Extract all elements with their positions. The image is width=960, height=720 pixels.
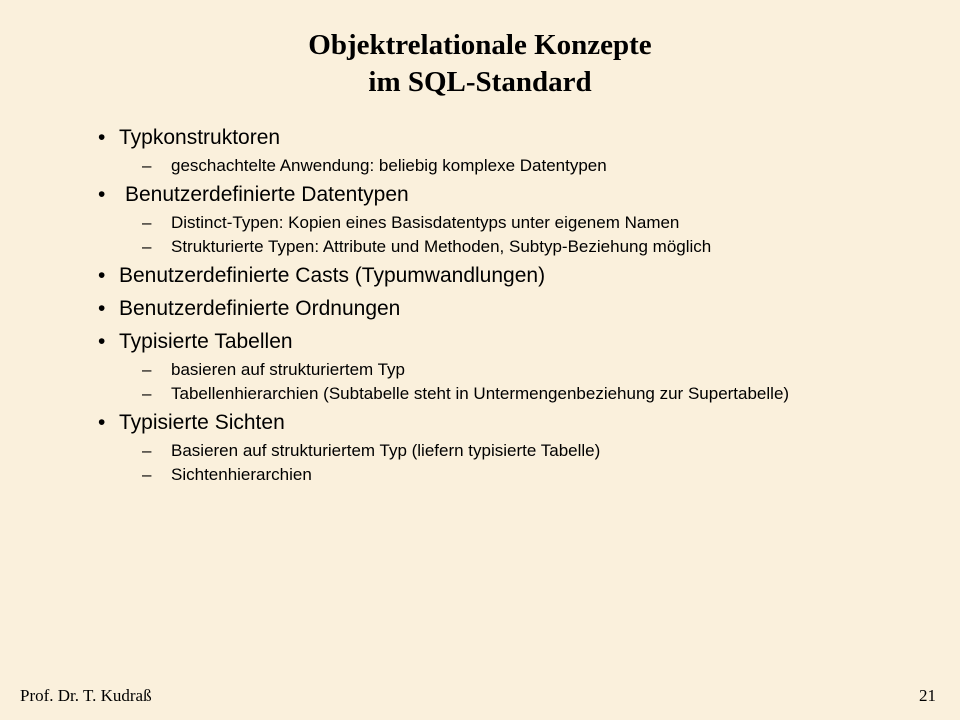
bullet-dot: • bbox=[98, 126, 106, 149]
bullet-item bbox=[96, 328, 896, 355]
sub-dash: – bbox=[142, 441, 152, 460]
bullet-dot: • bbox=[98, 264, 106, 287]
sub-dash: – bbox=[142, 156, 152, 175]
bullet-text: Typisierte Sichten bbox=[119, 411, 285, 434]
bullet-dot: • bbox=[98, 411, 106, 434]
bullet-text: Typisierte Tabellen bbox=[119, 330, 293, 353]
sub-item bbox=[96, 213, 896, 232]
sub-item bbox=[96, 465, 896, 484]
sub-text: Distinct-Typen: Kopien eines Basisdatentyps unter eigenem Namen bbox=[171, 213, 680, 232]
sub-dash: – bbox=[142, 384, 152, 403]
footer-author: Prof. Dr. T. Kudraß bbox=[20, 686, 152, 705]
sub-item bbox=[96, 384, 896, 403]
sub-text: Tabellenhierarchien (Subtabelle steht in Untermengenbeziehung zur Supertabelle) bbox=[171, 384, 790, 403]
bullet-item bbox=[96, 409, 896, 436]
sub-text: Sichtenhierarchien bbox=[171, 465, 312, 484]
sub-dash: – bbox=[142, 465, 152, 484]
sub-item bbox=[96, 360, 896, 379]
sub-item bbox=[96, 156, 896, 175]
sub-text: Strukturierte Typen: Attribute und Methoden, Subtyp-Beziehung möglich bbox=[171, 237, 712, 256]
bullet-list bbox=[96, 118, 896, 486]
sub-text: basieren auf strukturiertem Typ bbox=[171, 360, 406, 379]
sub-item bbox=[96, 237, 896, 256]
bullet-item bbox=[96, 181, 896, 208]
title-line-1: Objektrelationale Konzepte bbox=[308, 29, 652, 61]
bullet-dot: • bbox=[98, 183, 106, 206]
bullet-dot: • bbox=[98, 330, 106, 353]
bullet-text: Benutzerdefinierte Casts (Typumwandlungen) bbox=[119, 264, 546, 287]
sub-dash: – bbox=[142, 360, 152, 379]
bullet-item bbox=[96, 262, 896, 289]
bullet-item bbox=[96, 124, 896, 151]
sub-dash: – bbox=[142, 237, 152, 256]
footer-page-number: 21 bbox=[919, 686, 936, 705]
sub-text: Basieren auf strukturiertem Typ (liefern typisierte Tabelle) bbox=[171, 441, 601, 460]
sub-dash: – bbox=[142, 213, 152, 232]
bullet-text: Benutzerdefinierte Datentypen bbox=[125, 183, 409, 206]
bullet-text: Typkonstruktoren bbox=[119, 126, 281, 149]
bullet-dot: • bbox=[98, 297, 106, 320]
bullet-item bbox=[96, 295, 896, 322]
slide-title bbox=[0, 27, 960, 101]
title-line-2: im SQL-Standard bbox=[368, 66, 592, 98]
bullet-text: Benutzerdefinierte Ordnungen bbox=[119, 297, 401, 320]
sub-item bbox=[96, 441, 896, 460]
sub-text: geschachtelte Anwendung: beliebig komplexe Datentypen bbox=[171, 156, 607, 175]
